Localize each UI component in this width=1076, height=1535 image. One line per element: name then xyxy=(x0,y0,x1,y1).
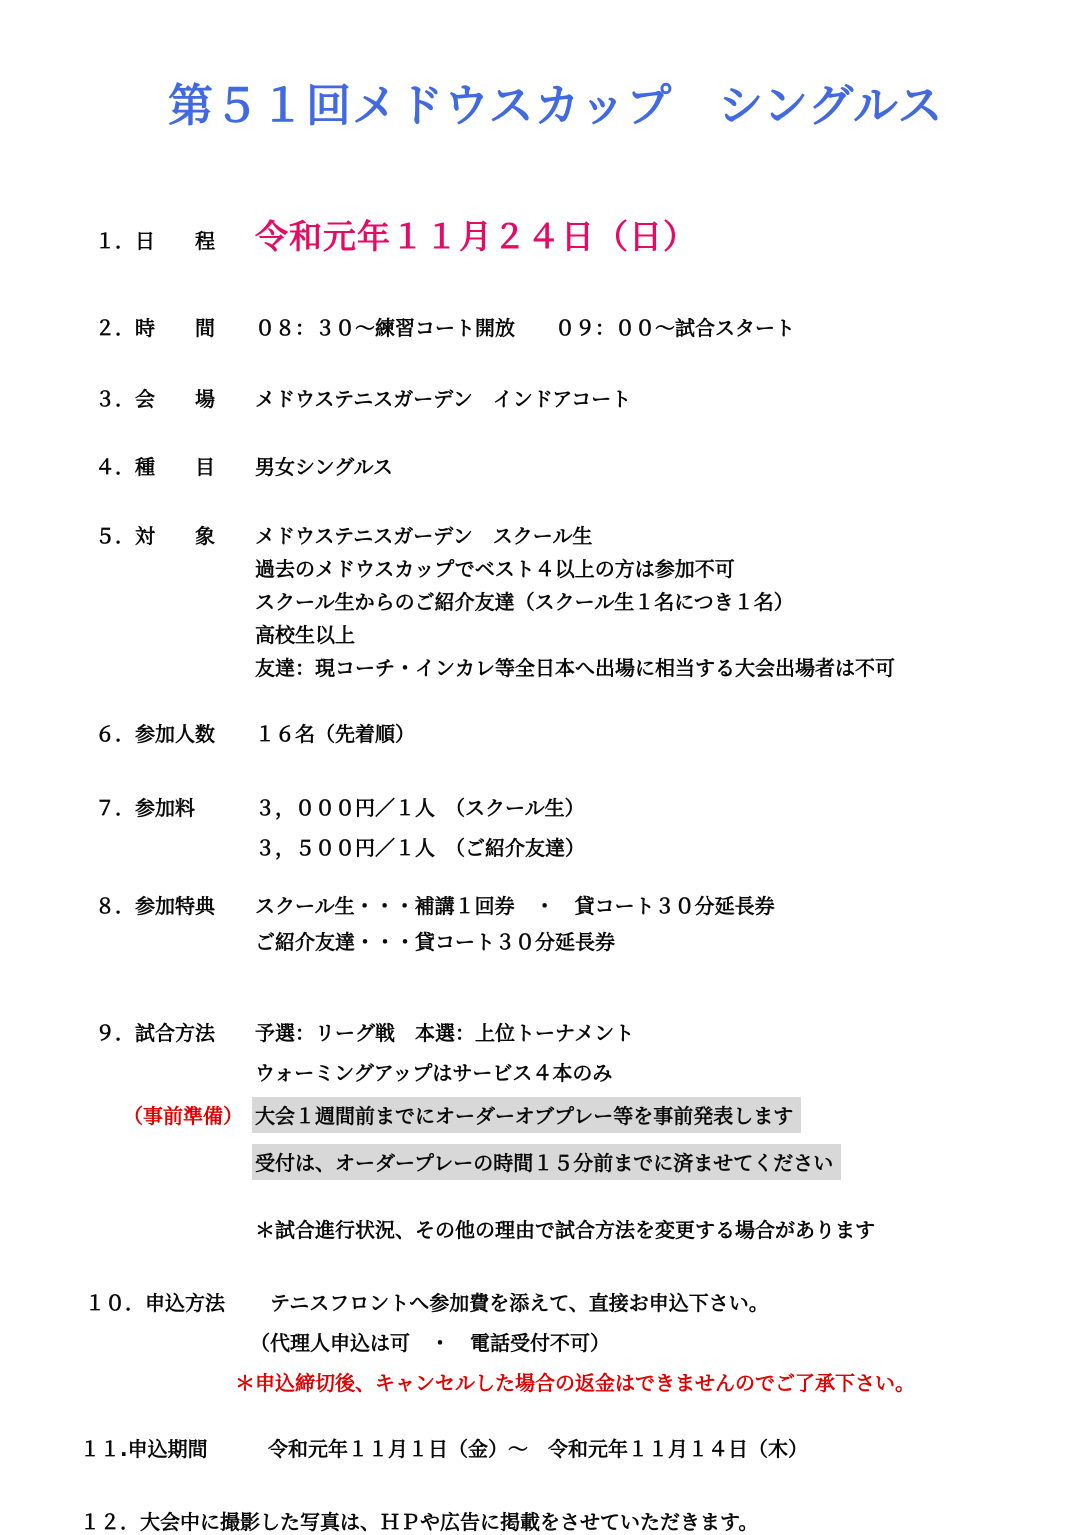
venue-value: メドウステニスガーデン インドアコート xyxy=(255,387,632,412)
cancellation-warning: ＊申込締切後、キャンセルした場合の返金はできませんのでご了承下さい。 xyxy=(235,1371,915,1396)
benefits-line: ご紹介友達・・・貸コート３０分延長券 xyxy=(255,930,615,955)
time-label: ２．時 間 xyxy=(95,316,215,341)
highlighted-notice: 受付は、オーダープレーの時間１５分前までに済ませてください xyxy=(252,1144,841,1180)
entry-fee-line: ３，５００円／１人 （ご紹介友達） xyxy=(255,836,585,861)
section-capacity xyxy=(95,718,1036,747)
eligibility-lines xyxy=(255,520,1036,685)
section-benefits xyxy=(95,888,1036,960)
section-time xyxy=(95,312,1036,341)
eligibility-line: スクール生からのご紹介友達（スクール生１名につき１名） xyxy=(255,590,794,615)
eligibility-label: ５．対 象 xyxy=(95,524,215,549)
match-format-row2 xyxy=(95,1057,1036,1086)
eligibility-line: 過去のメドウスカップでベスト４以上の方は参加不可 xyxy=(255,557,735,582)
schedule-date: 令和元年１１月２４日（日） xyxy=(255,217,697,257)
section-entry-fee xyxy=(95,788,1036,868)
eligibility-line: 友達：現コーチ・インカレ等全日本へ出場に相当する大会出場者は不可 xyxy=(255,656,895,681)
section-eligibility xyxy=(95,520,1036,685)
benefits-label: ８．参加特典 xyxy=(95,894,215,919)
section-schedule xyxy=(95,216,1036,259)
match-format-note: ＊試合進行状況、その他の理由で試合方法を変更する場合があります xyxy=(255,1218,875,1243)
match-format-label: ９．試合方法 xyxy=(95,1021,215,1046)
match-format-line2: ウォーミングアップはサービス４本のみ xyxy=(255,1061,613,1086)
match-format-row4 xyxy=(95,1144,1036,1180)
benefits-lines xyxy=(255,888,1036,960)
match-format-row3 xyxy=(95,1097,1036,1133)
application-line2: （代理人申込は可 ・ 電話受付不可） xyxy=(250,1331,610,1356)
application-period-value: 令和元年１１月１日（金）～ 令和元年１１月１４日（木） xyxy=(268,1437,808,1462)
preparation-label: （事前準備） xyxy=(123,1104,243,1129)
section-match-format xyxy=(95,1017,1036,1046)
application-label: １０．申込方法 xyxy=(85,1291,225,1316)
section-application-period xyxy=(80,1433,1036,1462)
section-photo-notice xyxy=(80,1506,1036,1535)
schedule-label: １．日 程 xyxy=(95,229,215,254)
application-row3 xyxy=(95,1367,1036,1396)
application-period-label: １１.申込期間 xyxy=(80,1437,208,1462)
event-type-label: ４．種 目 xyxy=(95,455,215,480)
photo-notice-text: １２．大会中に撮影した写真は、ＨＰや広告に掲載をさせていただきます。 xyxy=(80,1510,759,1535)
section-application xyxy=(85,1287,1036,1316)
eligibility-line: メドウステニスガーデン スクール生 xyxy=(255,524,593,549)
capacity-label: ６．参加人数 xyxy=(95,722,215,747)
highlighted-notice: 大会１週間前までにオーダーオブプレー等を事前発表します xyxy=(252,1097,801,1133)
eligibility-line: 高校生以上 xyxy=(255,623,355,648)
application-row2 xyxy=(95,1327,1036,1356)
match-format-note-row xyxy=(95,1214,1036,1243)
entry-fee-label: ７．参加料 xyxy=(95,796,195,821)
benefits-line: スクール生・・・補講１回券 ・ 貸コート３０分延長券 xyxy=(255,894,775,919)
match-format-line1: 予選：リーグ戦 本選：上位トーナメント xyxy=(255,1021,635,1046)
capacity-value: １６名（先着順） xyxy=(255,722,415,747)
venue-label: ３．会 場 xyxy=(95,387,215,412)
event-type-value: 男女シングルス xyxy=(255,455,393,480)
section-event-type xyxy=(95,451,1036,480)
section-venue xyxy=(95,383,1036,412)
entry-fee-lines xyxy=(255,788,1036,868)
time-value: ０８：３０～練習コート開放 ０９：００～試合スタート xyxy=(255,316,795,341)
page-title: 第５１回メドウスカップ シングルス xyxy=(168,79,944,132)
entry-fee-line: ３，０００円／１人 （スクール生） xyxy=(255,796,585,821)
application-line1: テニスフロントへ参加費を添えて、直接お申込下さい。 xyxy=(270,1291,769,1316)
